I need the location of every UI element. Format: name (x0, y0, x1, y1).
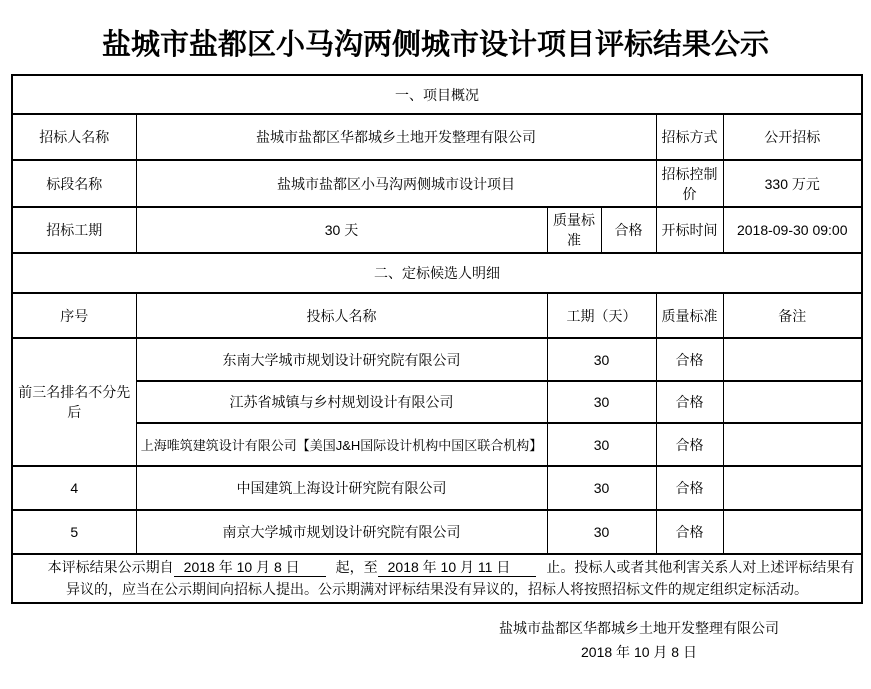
bidder-name: 江苏省城镇与乡村规划设计有限公司 (136, 381, 547, 423)
duration-value: 30 天 (136, 207, 547, 253)
bid-method-label: 招标方式 (656, 114, 723, 160)
open-time-value: 2018-09-30 09:00 (723, 207, 862, 253)
notice-prefix: 本评标结果公示期自 (47, 559, 174, 575)
bidder-seq: 4 (12, 466, 136, 510)
bidder-name: 南京大学城市规划设计研究院有限公司 (136, 510, 547, 554)
bidder-quality: 合格 (656, 338, 723, 381)
table-row (12, 207, 862, 253)
col-header-bidder: 投标人名称 (136, 293, 547, 338)
table-row (12, 160, 862, 207)
signature-date: 2018 年 10 月 8 日 (581, 643, 697, 660)
col-header-seq: 序号 (12, 293, 136, 338)
col-header-duration: 工期（天） (547, 293, 656, 338)
notice-paragraph (15, 557, 859, 600)
bidder-duration: 30 (547, 381, 656, 423)
table-row (12, 253, 862, 293)
bidder-remark (723, 423, 862, 466)
tenderer-label: 招标人名称 (12, 114, 136, 160)
quality-standard-value: 合格 (601, 207, 656, 253)
control-price-label: 招标控制价 (656, 160, 723, 207)
notice-start-date: 2018 年 10 月 8 日 (174, 559, 326, 577)
table-row (12, 381, 862, 423)
quality-standard-label: 质量标准 (547, 207, 601, 253)
bid-method-value: 公开招标 (723, 114, 862, 160)
tenderer-value: 盐城市盐都区华都城乡土地开发整理有限公司 (136, 114, 656, 160)
table-header-row (12, 293, 862, 338)
notice-cell (12, 554, 862, 603)
table-row (12, 554, 862, 603)
bidder-quality: 合格 (656, 510, 723, 554)
candidates-section-header: 二、定标候选人明细 (12, 253, 862, 293)
bidder-name: 东南大学城市规划设计研究院有限公司 (136, 338, 547, 381)
page-title: 盐城市盐都区小马沟两侧城市设计项目评标结果公示 (101, 29, 769, 61)
announcement-table (11, 74, 863, 604)
bidder-remark (723, 466, 862, 510)
control-price-value: 330 万元 (723, 160, 862, 207)
duration-label: 招标工期 (12, 207, 136, 253)
bidder-remark (723, 338, 862, 381)
bidder-duration: 30 (547, 338, 656, 381)
notice-end-date: 2018 年 10 月 11 日 (378, 559, 537, 577)
bidder-duration: 30 (547, 510, 656, 554)
bidder-quality: 合格 (656, 381, 723, 423)
bidder-duration: 30 (547, 423, 656, 466)
bidder-duration: 30 (547, 466, 656, 510)
bidder-name: 中国建筑上海设计研究院有限公司 (136, 466, 547, 510)
signature-block (493, 617, 785, 664)
open-time-label: 开标时间 (656, 207, 723, 253)
bidder-seq: 5 (12, 510, 136, 554)
bidder-quality: 合格 (656, 423, 723, 466)
col-header-remark: 备注 (723, 293, 862, 338)
bidder-quality: 合格 (656, 466, 723, 510)
signature-company: 盐城市盐都区华都城乡土地开发整理有限公司 (499, 620, 779, 637)
table-row (12, 75, 862, 114)
section-name-value: 盐城市盐都区小马沟两侧城市设计项目 (136, 160, 656, 207)
bidder-remark (723, 510, 862, 554)
section-name-label: 标段名称 (12, 160, 136, 207)
top-three-group-label: 前三名排名不分先后 (12, 338, 136, 466)
notice-middle: 起，至 (335, 559, 378, 575)
table-row (12, 510, 862, 554)
notice-suffix: 止。投标人或者其他利害关系人对上述评标结果有异议的，应当在公示期间向招标人提出。公示期满对评标结果没有异议的，招标人将按照招标文件的规定组织定标活动。 (66, 559, 855, 597)
table-row (12, 466, 862, 510)
bidder-remark (723, 381, 862, 423)
bidder-name: 上海唯筑建筑设计有限公司【美国J&H国际设计机构中国区联合机构】 (136, 423, 547, 466)
table-row (12, 338, 862, 381)
table-row (12, 423, 862, 466)
table-row (12, 114, 862, 160)
overview-section-header: 一、项目概况 (12, 75, 862, 114)
col-header-quality: 质量标准 (656, 293, 723, 338)
